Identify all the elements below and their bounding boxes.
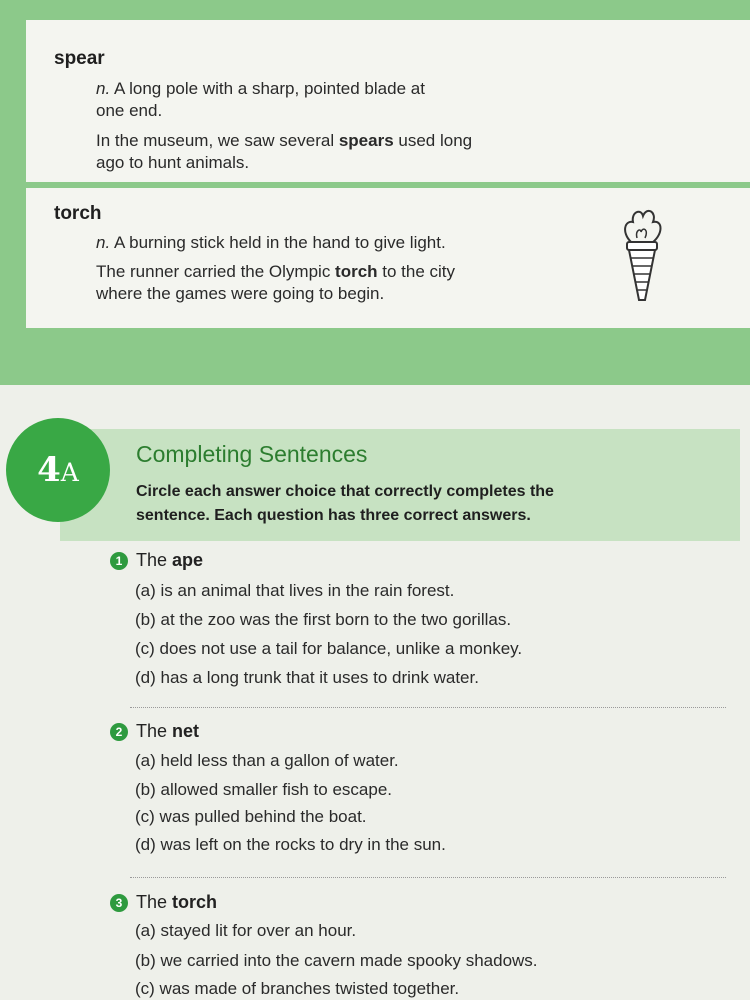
- answer-option[interactable]: (c) does not use a tail for balance, unlike a monkey.: [135, 639, 523, 658]
- question-3: [110, 892, 217, 913]
- question-2: [110, 721, 199, 742]
- entry-example: [96, 130, 472, 174]
- example-text: to the city: [377, 262, 456, 281]
- section-title: Completing Sentences: [136, 441, 368, 467]
- example-line-2: ago to hunt animals.: [96, 153, 250, 172]
- instruction-line-2: sentence. Each question has three correct answers.: [136, 507, 531, 524]
- entry-definition: [96, 78, 425, 122]
- answer-option[interactable]: (d) was left on the rocks to dry in the sun.: [135, 835, 446, 854]
- answer-option[interactable]: (d) has a long trunk that it uses to drink water.: [135, 668, 479, 687]
- entry-word: torch: [54, 203, 102, 224]
- example-text: The runner carried the Olympic: [96, 262, 336, 281]
- answer-option[interactable]: (a) held less than a gallon of water.: [135, 751, 399, 770]
- example-keyword: spears: [338, 131, 394, 150]
- entry-pos: n.: [96, 79, 111, 98]
- question-word: torch: [172, 892, 218, 912]
- definition-line-1: A long pole with a sharp, pointed blade at: [113, 79, 425, 98]
- example-text: used long: [393, 131, 473, 150]
- question-divider: [130, 707, 726, 708]
- question-number: 1: [110, 552, 128, 570]
- answer-option[interactable]: (a) stayed lit for over an hour.: [135, 921, 357, 940]
- section-badge: [6, 418, 110, 522]
- badge-letter: A: [60, 458, 79, 487]
- question-word: net: [172, 721, 200, 741]
- answer-option[interactable]: (c) was made of branches twisted together.: [135, 979, 460, 998]
- instruction-line-1: Circle each answer choice that correctly completes the: [136, 483, 554, 500]
- question-prefix: The: [136, 892, 173, 912]
- entry-pos: n.: [96, 233, 111, 252]
- exercise-section: [0, 385, 750, 1000]
- example-keyword: torch: [335, 262, 378, 281]
- question-prefix: The: [136, 550, 173, 570]
- entry-definition: [96, 232, 446, 254]
- answer-option[interactable]: (b) allowed smaller fish to escape.: [135, 780, 393, 799]
- question-prefix: The: [136, 721, 173, 741]
- entry-example: [96, 261, 455, 305]
- question-number: 3: [110, 894, 128, 912]
- definition-line-2: one end.: [96, 101, 163, 120]
- example-line-2: where the games were going to begin.: [96, 284, 385, 303]
- torch-icon: [611, 202, 671, 312]
- question-1: [110, 550, 203, 571]
- question-divider: [130, 877, 726, 878]
- glossary-band: [0, 0, 750, 385]
- question-word: ape: [172, 550, 204, 570]
- section-instructions: [136, 480, 696, 528]
- answer-option[interactable]: (b) we carried into the cavern made spooky shadows.: [135, 951, 538, 970]
- glossary-entry-spear: [26, 20, 750, 182]
- answer-option[interactable]: (b) at the zoo was the first born to the two gorillas.: [135, 610, 512, 629]
- example-text: In the museum, we saw several: [96, 131, 339, 150]
- badge-number: 4: [37, 450, 61, 490]
- answer-option[interactable]: (c) was pulled behind the boat.: [135, 807, 367, 826]
- answer-option[interactable]: (a) is an animal that lives in the rain forest.: [135, 581, 455, 600]
- question-number: 2: [110, 723, 128, 741]
- glossary-entry-torch: [26, 188, 750, 328]
- entry-word: spear: [54, 48, 105, 69]
- definition-text: A burning stick held in the hand to give light.: [113, 233, 446, 252]
